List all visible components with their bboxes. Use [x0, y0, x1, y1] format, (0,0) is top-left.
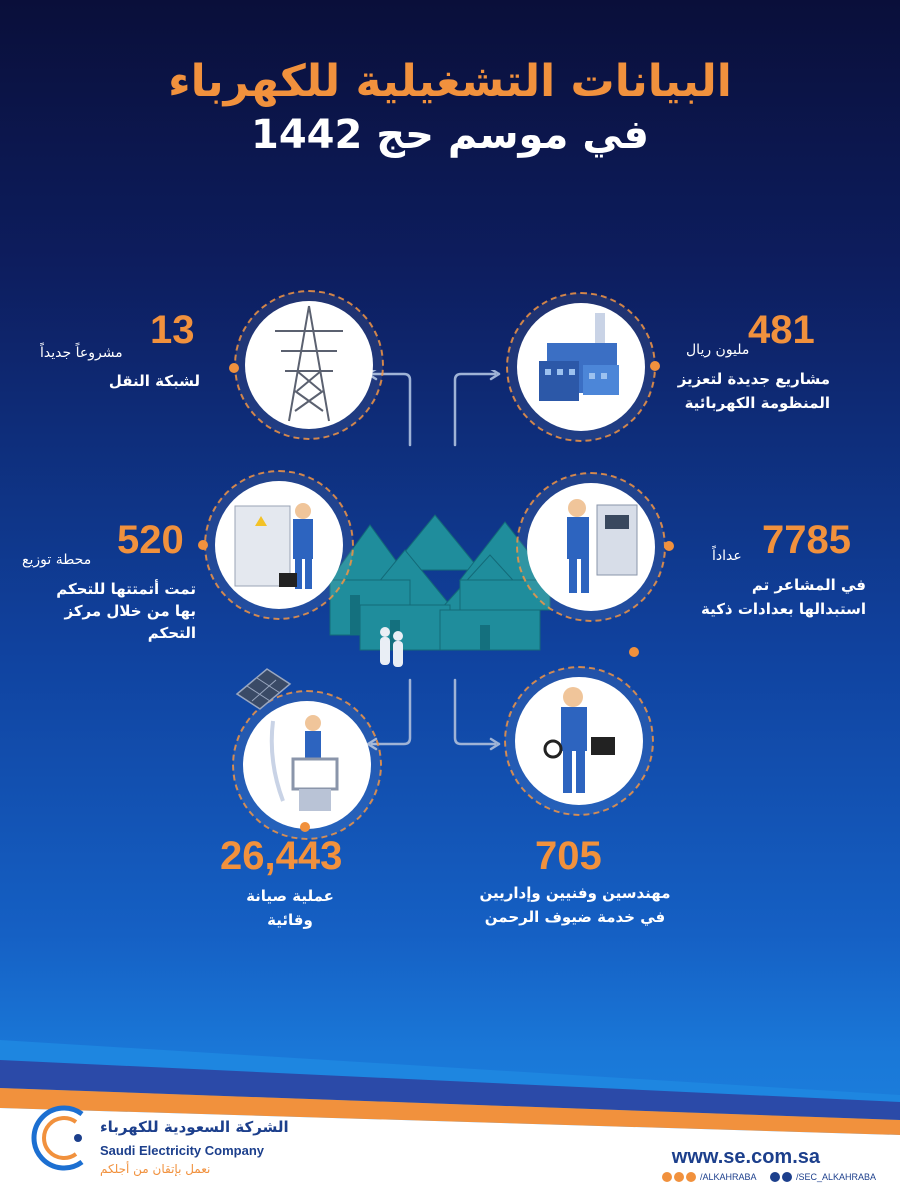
- stat-13-unit: مشروعاً جديداً: [40, 345, 123, 361]
- maintenance-circle: [243, 701, 371, 829]
- snapchat-icon: [782, 1172, 792, 1182]
- connector-lines: [360, 370, 540, 760]
- company-name-ar: الشركة السعودية للكهرباء: [100, 1118, 289, 1136]
- distribution-station-icon: [215, 481, 343, 609]
- smart-meter-worker-icon: [527, 483, 655, 611]
- stat-520-number: 520: [117, 518, 184, 562]
- sec-logo-icon: [20, 1100, 96, 1176]
- instagram-icon: [674, 1172, 684, 1182]
- stat-7785-desc-line2: استبدالها بعدادات ذكية: [700, 600, 866, 618]
- poster-title: البيانات التشغيلية للكهرباء: [168, 56, 732, 107]
- station-dot: [198, 540, 208, 550]
- meter-dot: [664, 541, 674, 551]
- power-plant-icon: [517, 303, 645, 431]
- stat-520-desc-line2: بها من خلال مركز: [64, 602, 196, 620]
- stat-7785-unit: عداداً: [712, 548, 742, 564]
- stat-705-number: 705: [535, 834, 602, 878]
- youtube-icon: [770, 1172, 780, 1182]
- stat-520-unit: محطة توزيع: [22, 552, 92, 568]
- company-name-en: Saudi Electricity Company: [100, 1143, 264, 1158]
- stat-481-unit: مليون ريال: [686, 342, 750, 358]
- solar-panel-icon: [232, 664, 292, 714]
- stat-26443-desc-line1: عملية صيانة: [246, 887, 334, 905]
- power-plant-circle: [517, 303, 645, 431]
- company-tagline: نعمل بإتقان من أجلكم: [100, 1162, 211, 1176]
- stat-481-number: 481: [748, 308, 815, 352]
- facebook-icon: [686, 1172, 696, 1182]
- social-handle-1[interactable]: /ALKAHRABA: [700, 1172, 757, 1182]
- stat-13-number: 13: [150, 308, 195, 352]
- website-link[interactable]: www.se.com.sa: [671, 1146, 820, 1168]
- tower-circle: [245, 301, 373, 429]
- stat-26443-number: 26,443: [220, 834, 343, 878]
- tower-dot: [229, 363, 239, 373]
- stat-7785-desc-line1: في المشاعر تم: [751, 576, 866, 594]
- stat-705-desc-line1: مهندسين وفنيين وإداريين: [479, 884, 671, 902]
- stat-26443-desc-line2: وقائية: [267, 911, 313, 929]
- stat-520-desc-line3: التحكم: [147, 624, 196, 642]
- social-handle-2[interactable]: /SEC_ALKAHRABA: [796, 1172, 877, 1182]
- maintenance-dot: [300, 822, 310, 832]
- meter-circle: [527, 483, 655, 611]
- twitter-icon: [662, 1172, 672, 1182]
- technician-icon: [515, 677, 643, 805]
- social-icons-group-2[interactable]: [770, 1172, 792, 1182]
- stat-705-desc-line2: في خدمة ضيوف الرحمن: [484, 908, 666, 926]
- station-circle: [215, 481, 343, 609]
- stat-13-desc-line1: لشبكة النقل: [108, 372, 200, 390]
- stat-481-desc-line1: مشاريع جديدة لتعزيز: [677, 370, 830, 388]
- poster-subtitle: في موسم حج 1442: [251, 112, 649, 158]
- stat-7785-number: 7785: [762, 518, 851, 562]
- transmission-tower-icon: [245, 301, 373, 429]
- stat-520-desc-line1: تمت أتمتتها للتحكم: [56, 580, 196, 598]
- social-icons-group-1[interactable]: [662, 1172, 696, 1182]
- technician-circle: [515, 677, 643, 805]
- stat-481-desc-line2: المنظومة الكهربائية: [684, 394, 830, 412]
- technician-dot: [629, 647, 639, 657]
- maintenance-lift-icon: [243, 701, 371, 829]
